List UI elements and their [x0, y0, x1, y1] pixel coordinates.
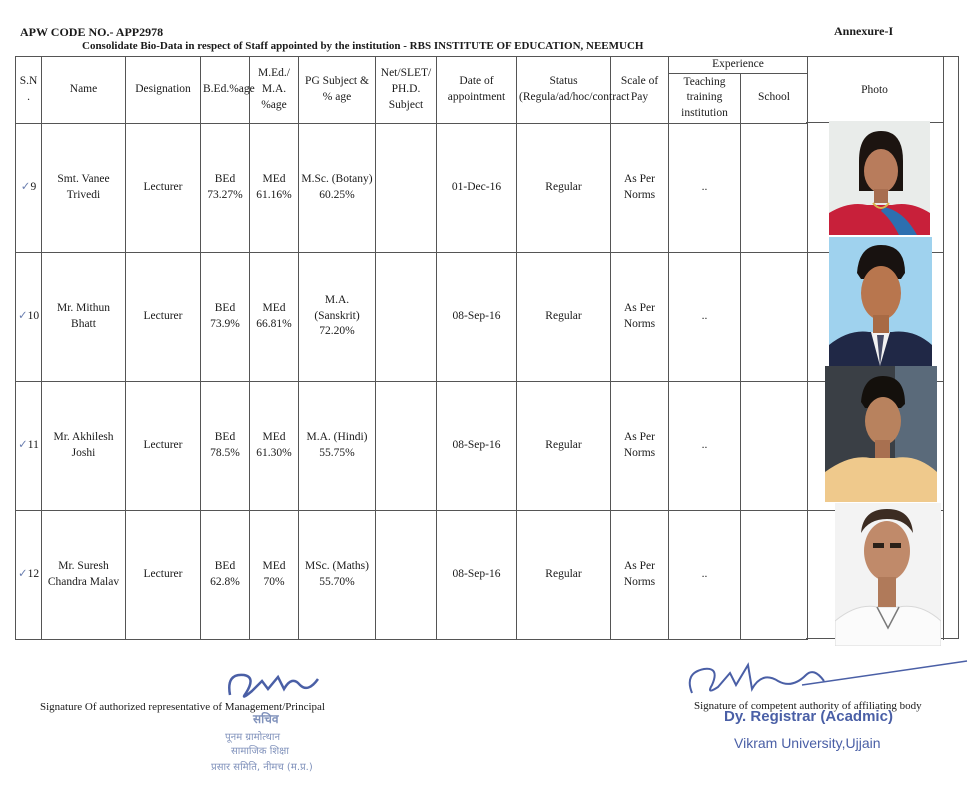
cell-name: Smt. Vanee Trivedi	[42, 123, 126, 252]
cell-pg-subject: M.A. (Sanskrit) 72.20%	[299, 252, 376, 381]
col-school: School	[741, 73, 808, 123]
registrar-stamp-title: Dy. Registrar (Acadmic)	[724, 708, 893, 725]
cell-net	[376, 381, 437, 510]
staff-photo-suresh-chandra-malav	[835, 503, 941, 646]
cell-status: Regular	[517, 510, 611, 639]
table-row	[16, 123, 808, 252]
col-name: Name	[42, 57, 126, 124]
cell-bed: BEd 73.9%	[201, 252, 250, 381]
col-med-percent: M.Ed./ M.A. %age	[250, 57, 299, 124]
col-designation: Designation	[126, 57, 201, 124]
cell-date: 08-Sep-16	[437, 510, 517, 639]
cell-net	[376, 123, 437, 252]
col-pg-subject: PG Subject & % age	[299, 57, 376, 124]
cell-sn: ✓9	[16, 123, 42, 252]
col-bed-percent: B.Ed.%age	[201, 57, 250, 124]
stamp-line-1: सचिव	[253, 712, 279, 726]
cell-designation: Lecturer	[126, 123, 201, 252]
cell-teaching: ..	[669, 123, 741, 252]
cell-pg-subject: MSc. (Maths) 55.70%	[299, 510, 376, 639]
affiliating-body-signature-caption: Signature of competent authority of affiliating body	[694, 700, 922, 712]
col-net-slet: Net/SLET/ PH.D. Subject	[376, 57, 437, 124]
document-subtitle: Consolidate Bio-Data in respect of Staff appointed by the institution - RBS INSTITUTE OF EDUCATION, NEEMUCH	[82, 40, 644, 52]
stamp-line-2: पूनम ग्रामोत्थान	[225, 732, 281, 743]
cell-scale: As Per Norms	[611, 123, 669, 252]
institution-stamp	[205, 705, 365, 785]
cell-date: 01-Dec-16	[437, 123, 517, 252]
staff-photo-akhilesh-joshi	[825, 366, 937, 502]
cell-date: 08-Sep-16	[437, 381, 517, 510]
staff-biodata-table	[15, 56, 808, 640]
cell-bed: BEd 73.27%	[201, 123, 250, 252]
cell-scale: As Per Norms	[611, 510, 669, 639]
cell-med: MEd 61.16%	[250, 123, 299, 252]
cell-teaching: ..	[669, 381, 741, 510]
cell-med: MEd 66.81%	[250, 252, 299, 381]
staff-photo-vanee-trivedi	[829, 121, 930, 235]
column-divider	[943, 57, 944, 640]
cell-bed: BEd 78.5%	[201, 381, 250, 510]
table-row	[16, 510, 808, 639]
cell-designation: Lecturer	[126, 510, 201, 639]
cell-med: MEd 61.30%	[250, 381, 299, 510]
cell-scale: As Per Norms	[611, 252, 669, 381]
table-row	[16, 381, 808, 510]
cell-school	[741, 510, 808, 639]
table-row	[16, 252, 808, 381]
cell-school	[741, 123, 808, 252]
cell-name: Mr. Mithun Bhatt	[42, 252, 126, 381]
cell-scale: As Per Norms	[611, 381, 669, 510]
cell-teaching: ..	[669, 252, 741, 381]
cell-sn: ✓12	[16, 510, 42, 639]
cell-name: Mr. Suresh Chandra Malav	[42, 510, 126, 639]
cell-status: Regular	[517, 381, 611, 510]
registrar-signature-scribble	[682, 655, 969, 705]
cell-date: 08-Sep-16	[437, 252, 517, 381]
cell-status: Regular	[517, 252, 611, 381]
cell-teaching: ..	[669, 510, 741, 639]
cell-school	[741, 252, 808, 381]
cell-designation: Lecturer	[126, 381, 201, 510]
cell-bed: BEd 62.8%	[201, 510, 250, 639]
principal-signature-caption: Signature Of authorized representative of Management/Principal	[40, 701, 325, 713]
cell-school	[741, 381, 808, 510]
cell-name: Mr. Akhilesh Joshi	[42, 381, 126, 510]
stamp-line-3: सामाजिक शिक्षा	[231, 746, 289, 757]
stamp-line-4: प्रसार समिति, नीमच (म.प्र.)	[211, 762, 313, 773]
cell-pg-subject: M.Sc. (Botany) 60.25%	[299, 123, 376, 252]
registrar-stamp-university: Vikram University,Ujjain	[734, 735, 881, 751]
cell-designation: Lecturer	[126, 252, 201, 381]
cell-net	[376, 252, 437, 381]
cell-pg-subject: M.A. (Hindi) 55.75%	[299, 381, 376, 510]
cell-sn: ✓10	[16, 252, 42, 381]
annexure-label: Annexure-I	[834, 24, 894, 38]
col-photo: Photo	[806, 57, 944, 123]
cell-med: MEd 70%	[250, 510, 299, 639]
cell-status: Regular	[517, 123, 611, 252]
col-teaching-training: Teaching training institution	[669, 73, 741, 123]
cell-net	[376, 510, 437, 639]
staff-photo-mithun-bhatt	[829, 237, 932, 366]
col-date-appointment: Date of appointment	[437, 57, 517, 124]
col-experience: Experience	[669, 57, 808, 74]
cell-sn: ✓11	[16, 381, 42, 510]
apw-code: APW CODE NO.- APP2978	[20, 25, 164, 39]
col-sn: S.N .	[16, 57, 42, 124]
col-status: Status (Regula/ad/hoc/contract	[517, 57, 611, 124]
col-scale-of-pay: Scale of Pay	[611, 57, 669, 124]
